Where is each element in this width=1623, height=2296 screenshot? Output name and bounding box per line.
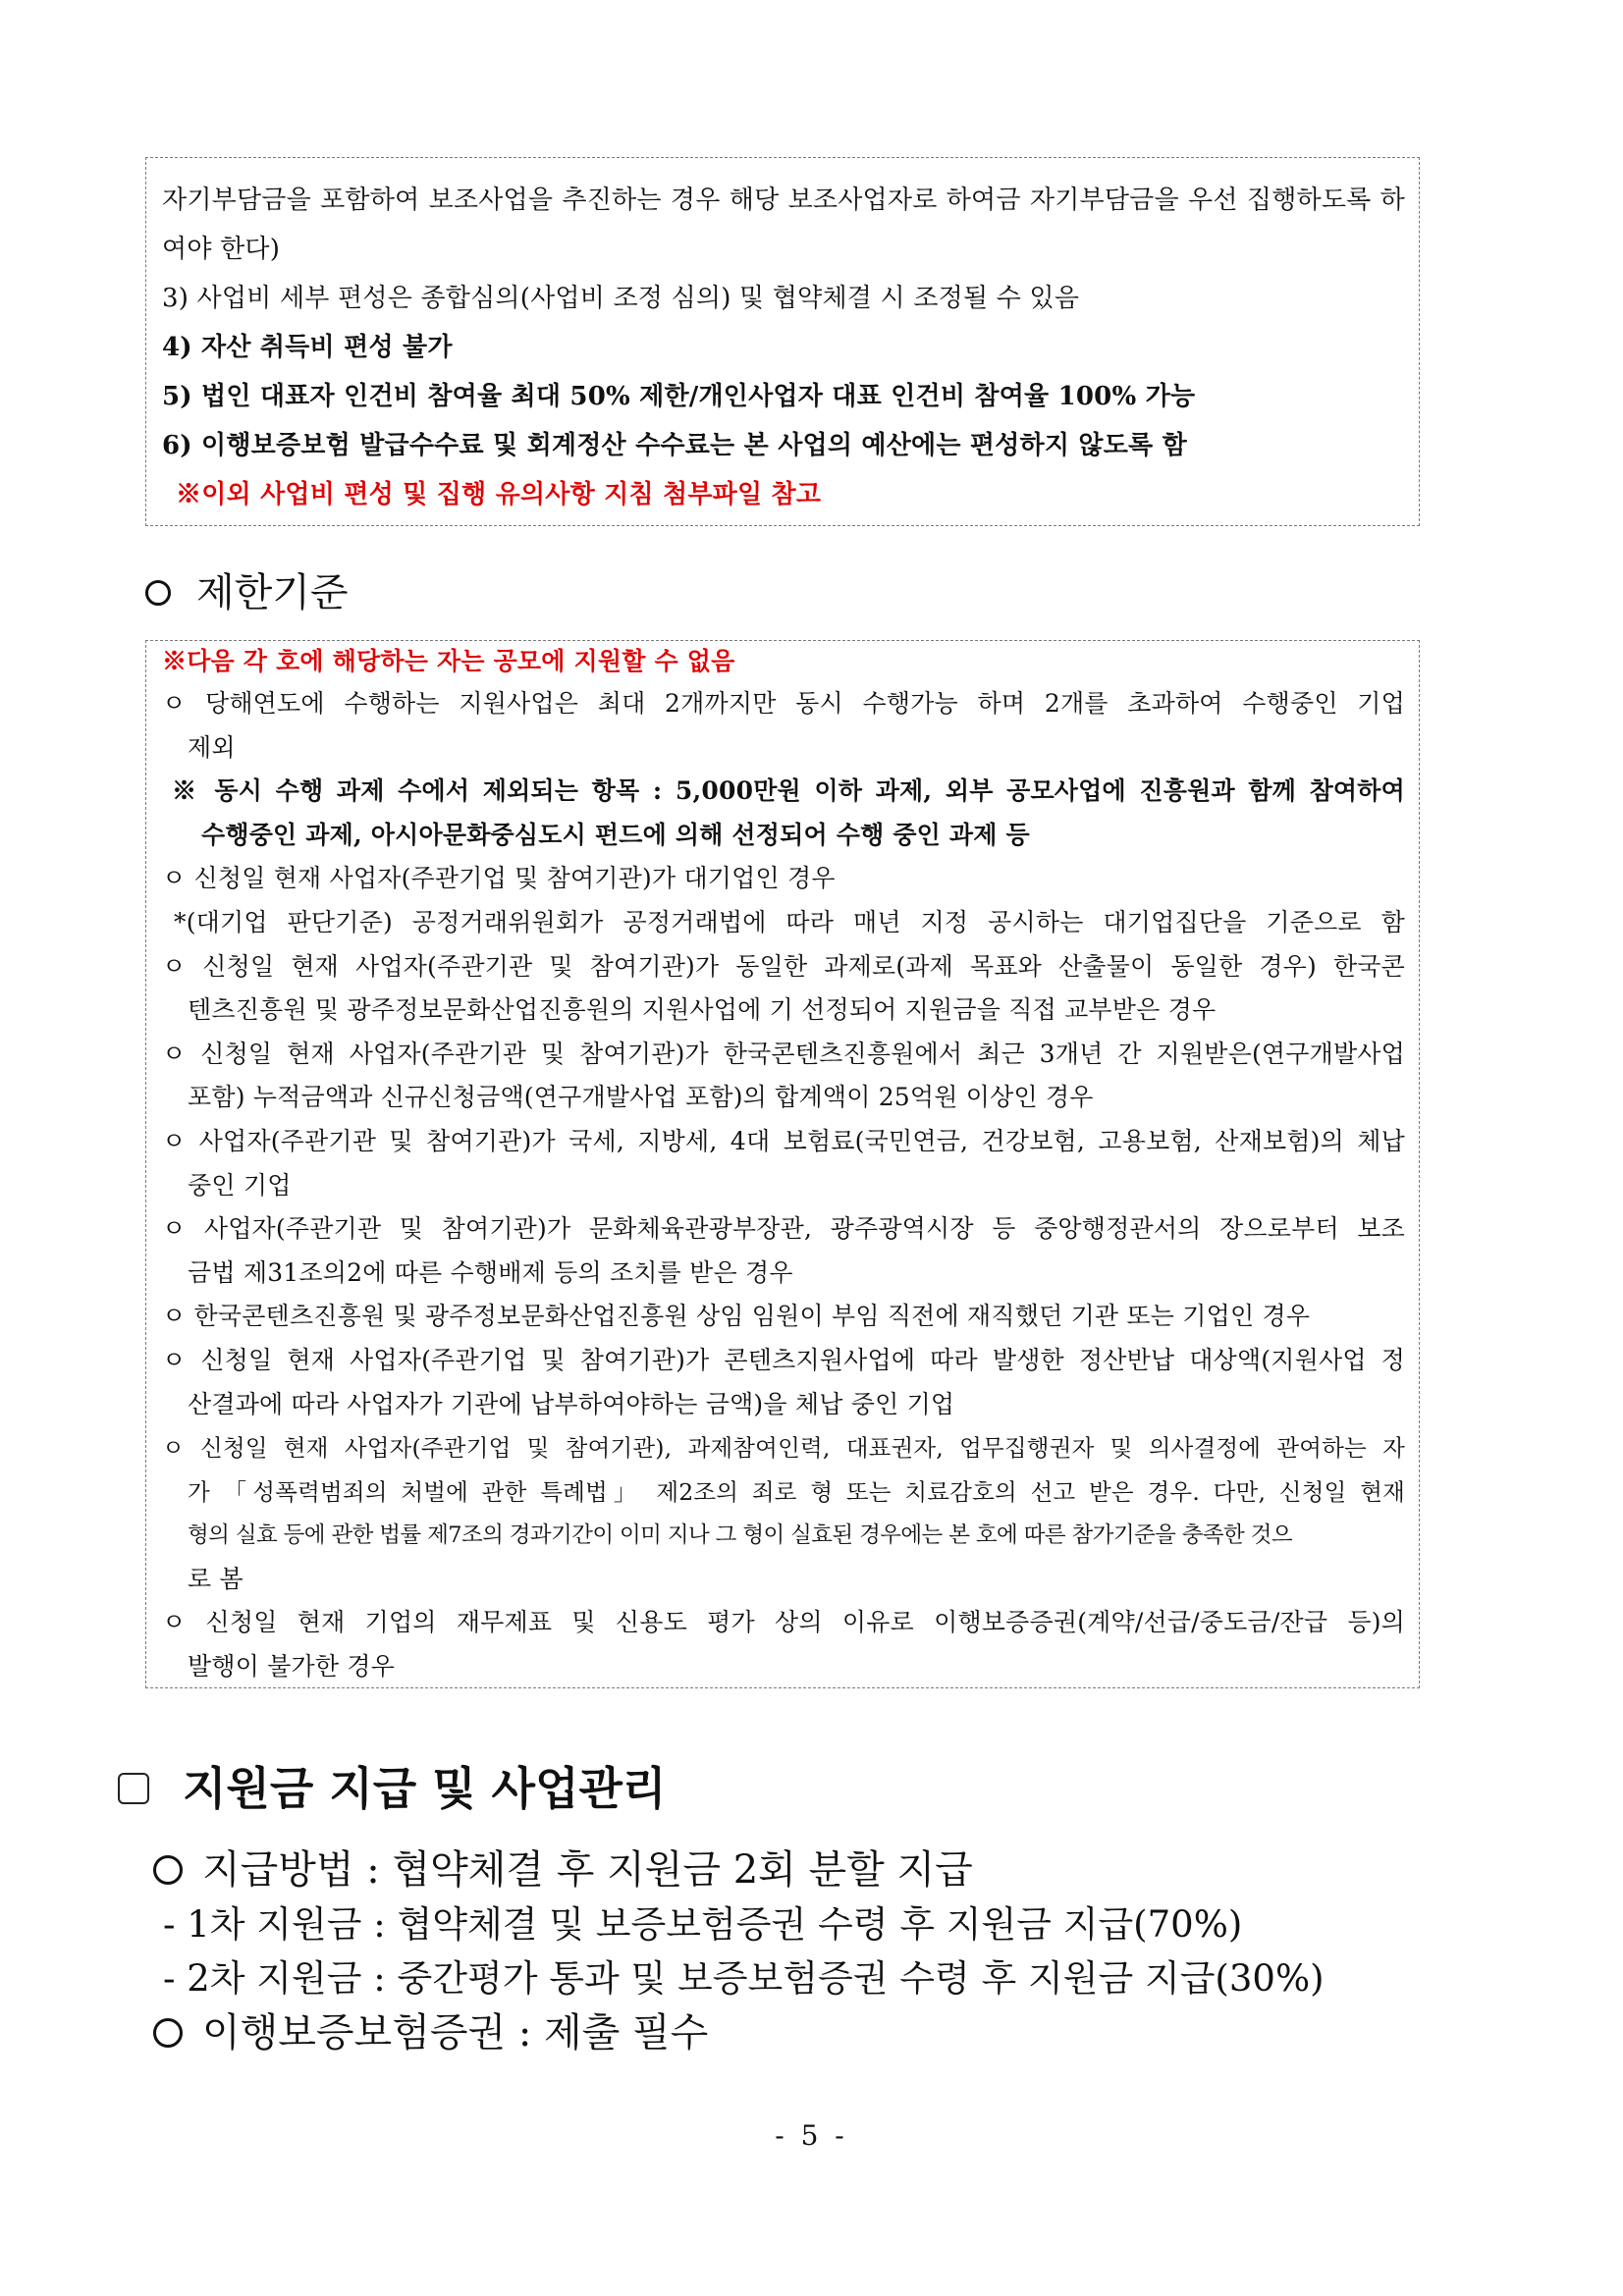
restriction-item: ㅇ 신청일 현재 사업자(주관기업 및 참여기관), 과제참여인력, 대표권자, 업무집행권자 및 의사결정에 관여하는 자 — [162, 1434, 1405, 1463]
payment-method — [153, 1843, 973, 1896]
restriction-item: ㅇ 한국콘텐츠진흥원 및 광주정보문화산업진흥원 상임 임원이 부임 직전에 재직했던 기관 또는 기업인 경우 — [162, 1302, 1311, 1331]
restriction-item-cont: 가 「성폭력범죄의 처벌에 관한 특례법」 제2조의 죄로 형 또는 치료감호의 선고 받은 경우. 다만, 신청일 현재 — [188, 1477, 1405, 1506]
restriction-item: ㅇ 신청일 현재 사업자(주관기업 및 참여기관)가 대기업인 경우 — [162, 864, 836, 893]
restriction-item: ㅇ 신청일 현재 기업의 재무제표 및 신용도 평가 상의 이유로 이행보증증권(계약/선급/중도금/잔급 등)의 — [162, 1608, 1405, 1637]
restriction-item: ㅇ 당해연도에 수행하는 지원사업은 최대 2개까지만 동시 수행가능 하며 2개를 초과하여 수행중인 기업 — [162, 689, 1405, 718]
restriction-item: ㅇ 사업자(주관기관 및 참여기관)가 문화체육관광부장관, 광주광역시장 등 중앙행정관서의 장으로부터 보조 — [162, 1214, 1405, 1244]
performance-bond — [153, 2006, 708, 2059]
budget-note-line: 6) 이행보증보험 발급수수료 및 회계정산 수수료는 본 사업의 예산에는 편성하지 않도록 함 — [162, 431, 1187, 460]
restriction-item-cont: 형의 실효 등에 관한 법률 제7조의 경과기간이 이미 지나 그 형이 실효된 경우에는 본 호에 따른 참가기준을 충족한 것으 — [188, 1522, 1293, 1549]
restriction-item-cont: 중인 기업 — [188, 1170, 292, 1200]
budget-note-line: 4) 자산 취득비 편성 불가 — [162, 333, 453, 362]
first-payment: - 1차 지원금 : 협약체결 및 보증보험증권 수령 후 지원금 지급(70%) — [163, 1903, 1243, 1946]
payment-method-text: 지급방법 : 협약체결 후 지원금 2회 분할 지급 — [202, 1847, 973, 1893]
restriction-header: ※다음 각 호에 해당하는 자는 공모에 지원할 수 없음 — [162, 647, 735, 675]
page-number: - 5 - — [775, 2119, 848, 2152]
restriction-item-cont: 로 봄 — [188, 1564, 243, 1593]
restriction-item-cont: 발행이 불가한 경우 — [188, 1652, 396, 1682]
checkbox-square-icon — [118, 1773, 149, 1804]
second-payment: - 2차 지원금 : 중간평가 통과 및 보증보험증권 수령 후 지원금 지급(30%) — [163, 1957, 1325, 2000]
restriction-item: ㅇ 신청일 현재 사업자(주관기업 및 참여기관)가 콘텐츠지원사업에 따라 발생한 정산반납 대상액(지원사업 정 — [162, 1345, 1405, 1374]
budget-note-line: 5) 법인 대표자 인건비 참여율 최대 50% 제한/개인사업자 대표 인건비 참여율 100% 가능 — [162, 382, 1196, 411]
budget-note-line: 3) 사업비 세부 편성은 종합심의(사업비 조정 심의) 및 협약체결 시 조정될 수 있음 — [162, 284, 1080, 313]
restriction-item: ㅇ 신청일 현재 사업자(주관기관 및 참여기관)가 한국콘텐츠진흥원에서 최근 3개년 간 지원받은(연구개발사업 — [162, 1039, 1405, 1068]
circle-bullet-icon — [153, 2018, 183, 2048]
budget-notes-box — [145, 157, 1420, 526]
restriction-item-cont: 포함) 누적금액과 신규신청금액(연구개발사업 포함)의 합계액이 25억원 이상인 경우 — [188, 1083, 1094, 1112]
budget-note-line: 자기부담금을 포함하여 보조사업을 추진하는 경우 해당 보조사업자로 하여금 자기부담금을 우선 집행하도록 하 — [162, 186, 1405, 215]
budget-note-line: 여야 한다) — [162, 235, 281, 264]
restriction-criteria-note: *(대기업 판단기준) 공정거래위원회가 공정거래법에 따라 매년 지정 공시하는 대기업집단을 기준으로 함 — [174, 907, 1405, 936]
performance-bond-text: 이행보증보험증권 : 제출 필수 — [202, 2010, 709, 2056]
restriction-item-cont: 산결과에 따라 사업자가 기관에 납부하여야하는 금액)을 체납 중인 기업 — [188, 1389, 955, 1418]
restriction-title-text: 제한기준 — [196, 570, 349, 615]
restriction-item: ㅇ 사업자(주관기관 및 참여기관)가 국세, 지방세, 4대 보험료(국민연금, 건강보험, 고용보험, 산재보험)의 체납 — [162, 1126, 1405, 1155]
payment-section-title-text: 지원금 지급 및 사업관리 — [183, 1762, 667, 1815]
restriction-item-cont: 금법 제31조의2에 따른 수행배제 등의 조치를 받은 경우 — [188, 1257, 793, 1287]
restriction-note: ※ 동시 수행 과제 수에서 제외되는 항목 : 5,000만원 이하 과제, 외부 공모사업에 진흥원과 함께 참여하여 — [172, 776, 1405, 806]
restriction-note-cont: 수행중인 과제, 아시아문화중심도시 펀드에 의해 선정되어 수행 중인 과제 등 — [201, 820, 1030, 849]
restriction-title — [145, 565, 349, 620]
restriction-item: ㅇ 신청일 현재 사업자(주관기관 및 참여기관)가 동일한 과제로(과제 목표와 산출물이 동일한 경우) 한국콘 — [162, 951, 1405, 981]
restriction-item-cont: 텐츠진흥원 및 광주정보문화산업진흥원의 지원사업에 기 선정되어 지원금을 직접 교부받은 경우 — [188, 995, 1217, 1025]
restriction-item-cont: 제외 — [188, 732, 236, 762]
payment-section-title — [118, 1759, 666, 1818]
budget-note-warning: ※이외 사업비 편성 및 집행 유의사항 지침 첨부파일 참고 — [176, 480, 822, 509]
circle-bullet-icon — [145, 580, 171, 606]
circle-bullet-icon — [153, 1855, 183, 1885]
restriction-box — [145, 640, 1420, 1688]
